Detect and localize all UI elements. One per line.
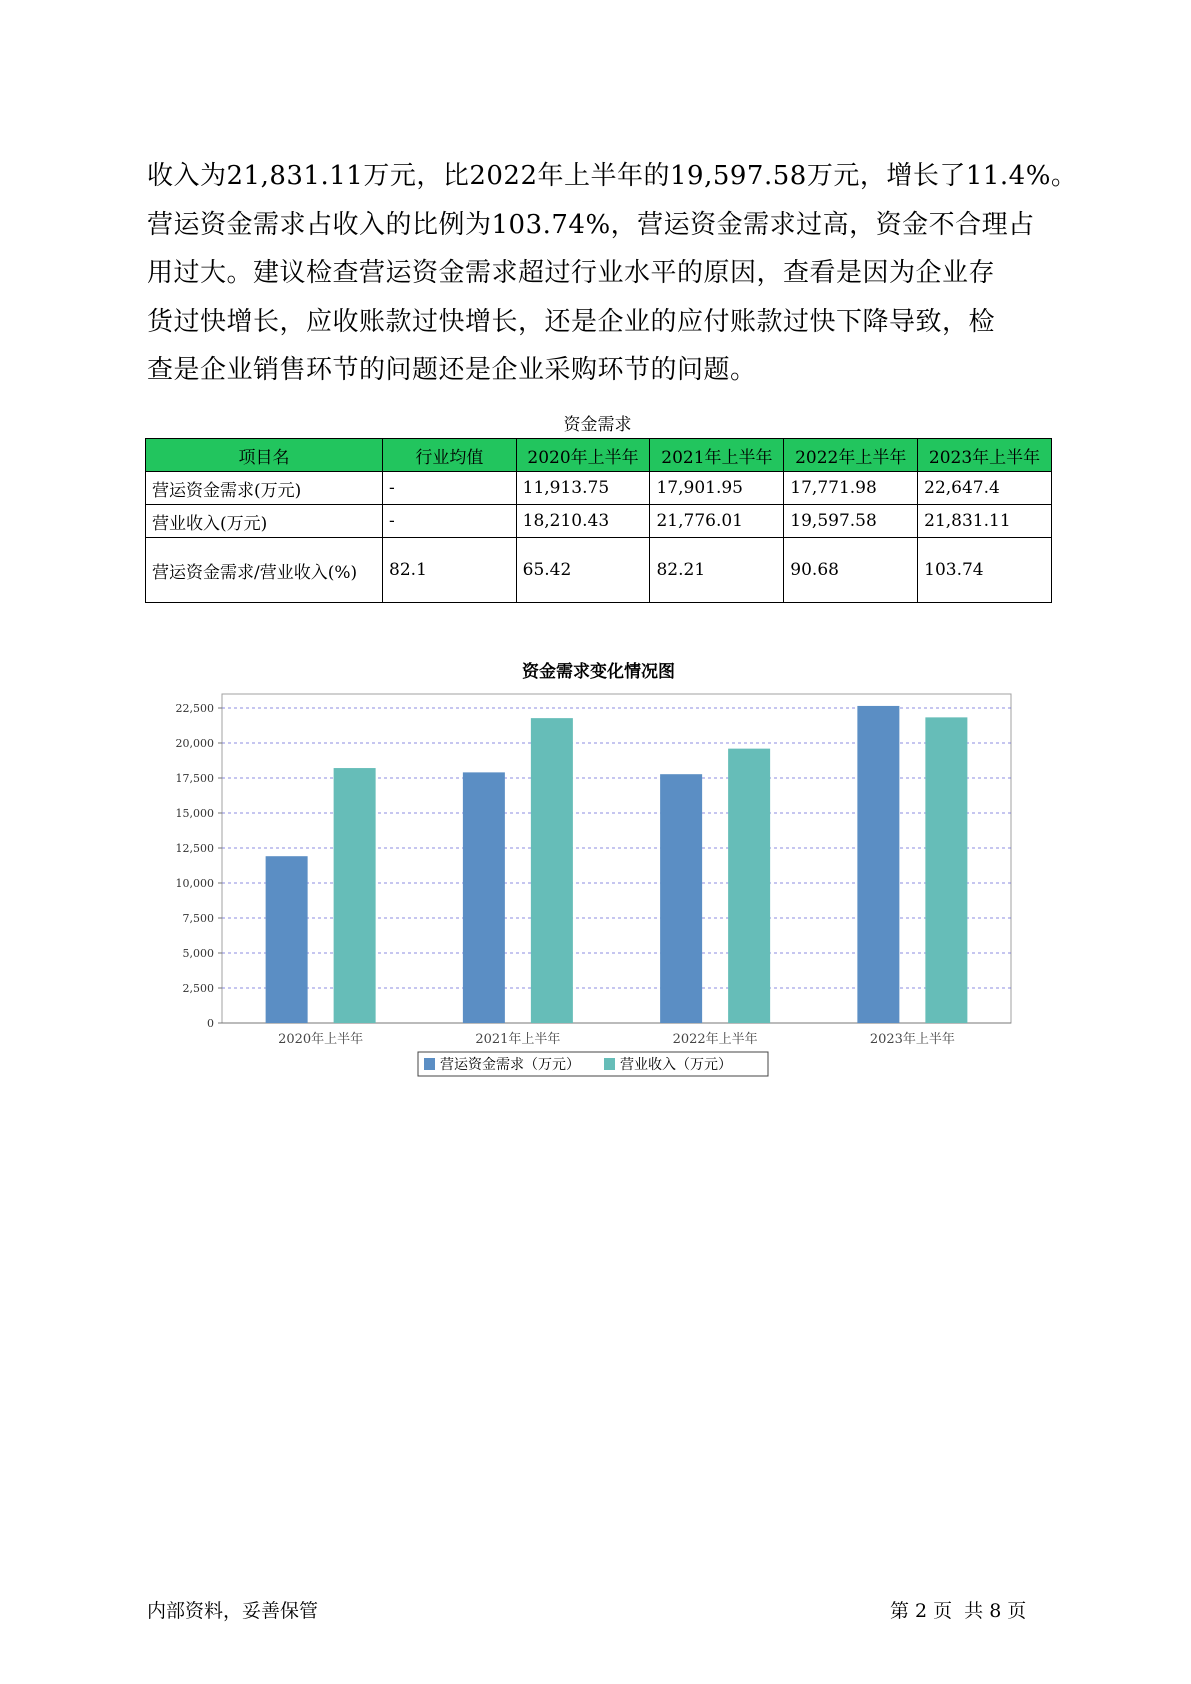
table-cell: 21,831.11 <box>918 505 1052 538</box>
header-cell: 项目名 <box>146 439 383 472</box>
page-prefix: 第 <box>890 1600 910 1622</box>
bar-chart <box>145 690 1025 1110</box>
x-tick-label: 2022年上半年 <box>672 1032 758 1047</box>
legend-swatch <box>424 1058 435 1070</box>
x-tick-label: 2021年上半年 <box>475 1032 561 1047</box>
legend-label: 营业收入（万元） <box>620 1057 732 1073</box>
table-title: 资金需求 <box>563 415 632 435</box>
paragraph-line: 用过大。建议检查营运资金需求超过行业水平的原因，查看是因为企业存 <box>147 258 996 288</box>
table-cell: 营运资金需求/营业收入(%) <box>146 538 383 603</box>
table-cell: 11,913.75 <box>516 472 650 505</box>
x-tick-label: 2023年上半年 <box>869 1032 955 1047</box>
footer-confidential: 内部资料，妥善保管 <box>147 1600 319 1622</box>
table-row <box>146 472 1052 505</box>
paragraph-line: 查是企业销售环节的问题还是企业采购环节的问题。 <box>147 355 757 385</box>
table-row <box>146 538 1052 603</box>
table-cell: 65.42 <box>516 538 650 603</box>
page-number: 2 <box>915 1600 928 1622</box>
bar <box>925 717 967 1023</box>
paragraph-line: 收入为21,831.11万元，比2022年上半年的19,597.58万元，增长了11.4%。 <box>147 161 1078 191</box>
legend-swatch <box>604 1058 615 1070</box>
y-tick-label: 22,500 <box>175 702 214 715</box>
header-cell: 2023年上半年 <box>918 439 1052 472</box>
table-cell: 营业收入(万元) <box>146 505 383 538</box>
x-tick-label: 2020年上半年 <box>278 1032 364 1047</box>
table-cell: - <box>383 505 517 538</box>
table-cell: 21,776.01 <box>650 505 784 538</box>
bar <box>728 749 770 1023</box>
table-cell: 17,901.95 <box>650 472 784 505</box>
chart-title: 资金需求变化情况图 <box>522 662 675 682</box>
header-cell: 行业均值 <box>383 439 517 472</box>
header-cell: 2022年上半年 <box>784 439 918 472</box>
bar <box>266 856 308 1023</box>
y-tick-label: 7,500 <box>182 912 214 925</box>
bar <box>857 706 899 1023</box>
capital-demand-table <box>145 438 1052 603</box>
table-cell: 营运资金需求(万元) <box>146 472 383 505</box>
y-tick-label: 10,000 <box>175 877 214 890</box>
table-cell: 22,647.4 <box>918 472 1052 505</box>
bar <box>660 774 702 1023</box>
table-cell: 17,771.98 <box>784 472 918 505</box>
page-unit: 页 <box>933 1600 953 1622</box>
paragraph-line: 货过快增长，应收账款过快增长，还是企业的应付账款过快下降导致，检 <box>147 306 996 337</box>
footer-page-info <box>890 1596 1032 1623</box>
y-tick-label: 12,500 <box>175 842 214 855</box>
bar <box>531 718 573 1023</box>
table-cell: 82.1 <box>383 538 517 603</box>
bar <box>463 772 505 1023</box>
table-cell: 19,597.58 <box>784 505 918 538</box>
table-cell: 18,210.43 <box>516 505 650 538</box>
bar <box>334 768 376 1023</box>
table-cell: 82.21 <box>650 538 784 603</box>
y-tick-label: 5,000 <box>182 947 214 960</box>
legend-label: 营运资金需求（万元） <box>440 1057 580 1073</box>
y-tick-label: 0 <box>207 1017 214 1030</box>
header-cell: 2020年上半年 <box>516 439 650 472</box>
total-unit: 页 <box>1007 1600 1027 1622</box>
total-number: 8 <box>989 1600 1002 1622</box>
total-prefix: 共 <box>964 1600 984 1622</box>
header-cell: 2021年上半年 <box>650 439 784 472</box>
y-tick-label: 15,000 <box>175 807 214 820</box>
table-cell: 103.74 <box>918 538 1052 603</box>
table-header-row <box>146 439 1052 472</box>
y-tick-label: 2,500 <box>182 982 214 995</box>
table-cell: 90.68 <box>784 538 918 603</box>
table-cell: - <box>383 472 517 505</box>
table-row <box>146 505 1052 538</box>
y-tick-label: 20,000 <box>175 737 214 750</box>
y-tick-label: 17,500 <box>175 772 214 785</box>
body-paragraph <box>147 152 1078 395</box>
paragraph-line: 营运资金需求占收入的比例为103.74%，营运资金需求过高，资金不合理占 <box>147 209 1035 240</box>
